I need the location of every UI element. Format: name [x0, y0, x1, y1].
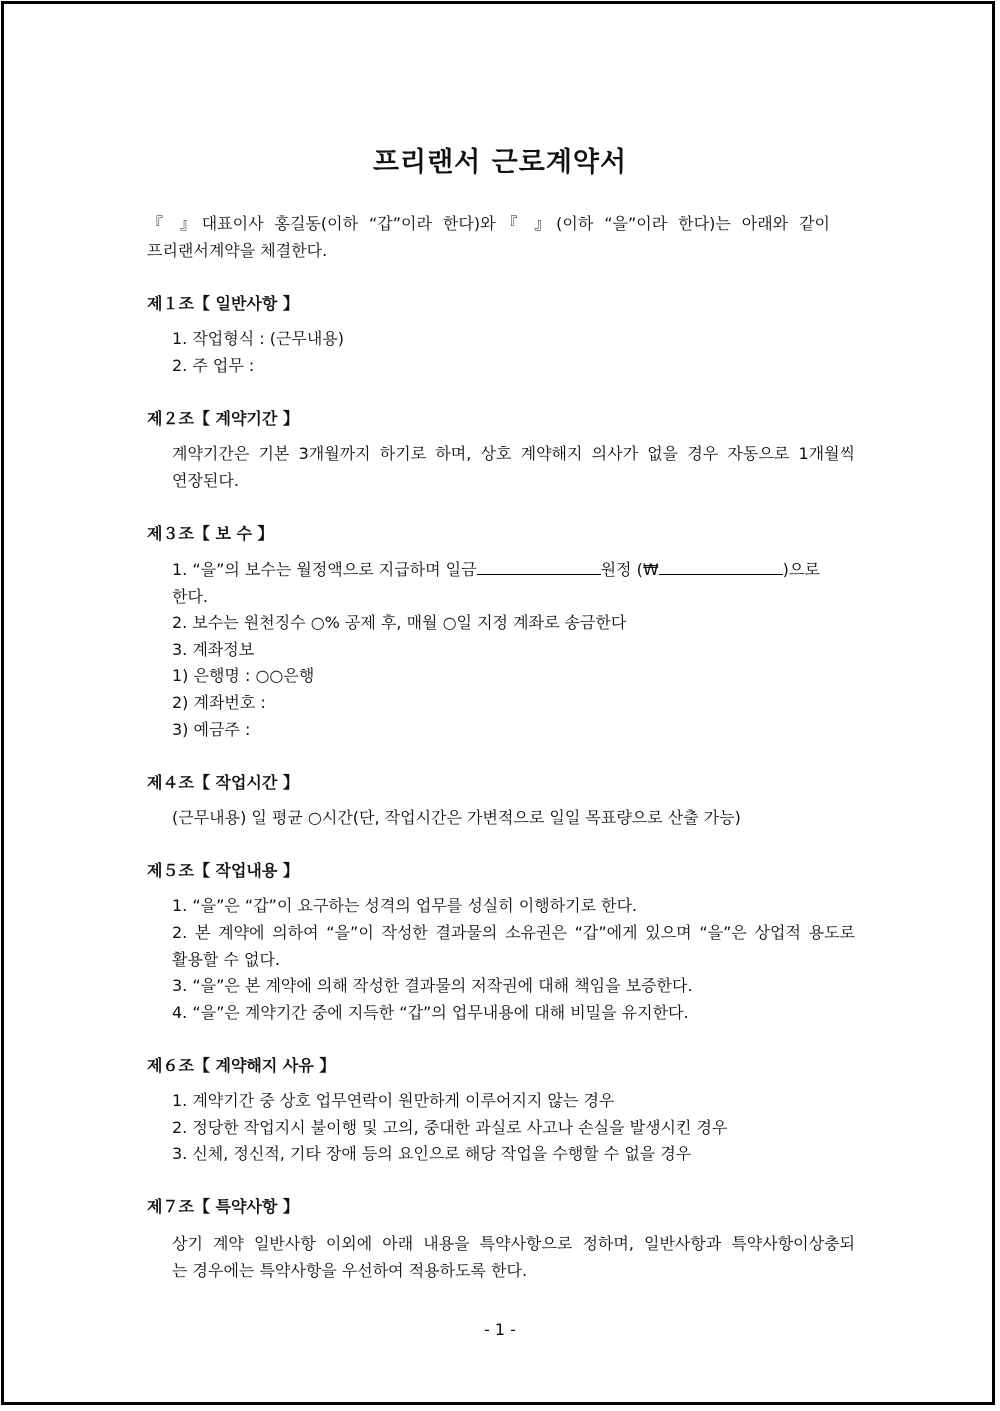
intro-line-2: 프리랜서계약을 체결한다.	[147, 241, 328, 260]
article-5-item-3: 3. “을”은 본 계약에 의해 작성한 결과물의 저작권에 대해 책임을 보증한다.	[172, 976, 693, 995]
article-3-item-2: 2. 보수는 원천징수 ○% 공제 후, 매월 ○일 지정 계좌로 송금한다	[172, 613, 627, 632]
article-3-item-1-cont: 한다.	[172, 587, 208, 606]
article-5-item-4: 4. “을”은 계약기간 중에 지득한 “갑”의 업무내용에 대해 비밀을 유지한다.	[172, 1003, 689, 1022]
article-2-line-2: 연장된다.	[172, 471, 239, 490]
article-3-heading: 제３조【 보 수 】	[147, 524, 274, 543]
page-border	[1, 1, 995, 1405]
article-7-line-1: 상기 계약 일반사항 이외에 아래 내용을 특약사항으로 정하며, 일반사항과 특약사항이상충되	[172, 1234, 855, 1253]
article-3-sub-2: 2) 계좌번호 :	[172, 693, 266, 712]
article-4-line-1: (근무내용) 일 평균 ○시간(단, 작업시간은 가변적으로 일일 목표량으로 산출 가능)	[172, 808, 741, 827]
article-1-heading: 제１조【 일반사항 】	[147, 294, 299, 313]
article-5-item-2-cont: 활용할 수 없다.	[172, 950, 280, 969]
article-3-item-1-text: 1. “을”의 보수는 월정액으로 지급하며 일금	[172, 560, 477, 579]
amount-blank-won	[659, 560, 783, 575]
article-7-line-2: 는 경우에는 특약사항을 우선하여 적용하도록 한다.	[172, 1261, 528, 1280]
amount-blank-korean	[477, 560, 601, 575]
article-2-heading: 제２조【 계약기간 】	[147, 409, 299, 428]
article-7-heading: 제７조【 특약사항 】	[147, 1197, 299, 1216]
document-title: 프리랜서 근로계약서	[372, 147, 628, 178]
article-2-line-1: 계약기간은 기본 3개월까지 하기로 하며, 상호 계약해지 의사가 없을 경우 자동으로 1개월씩	[172, 444, 855, 463]
article-3-sub-1: 1) 은행명 : ○○은행	[172, 666, 315, 685]
page-number: - 1 -	[484, 1320, 516, 1339]
article-5-item-1: 1. “을”은 “갑”이 요구하는 성격의 업무를 성실히 이행하기로 한다.	[172, 896, 638, 915]
intro-line-1: 『 』대표이사 홍길동(이하 “갑”이라 한다)와『 』(이하 “을”이라 한다)는 아래와 같이	[147, 214, 830, 233]
article-6-item-1: 1. 계약기간 중 상호 업무연락이 원만하게 이루어지지 않는 경우	[172, 1091, 615, 1110]
article-3-item-3: 3. 계좌정보	[172, 640, 255, 659]
article-3-sub-3: 3) 예금주 :	[172, 720, 251, 739]
article-3-item-1-end: )으로	[782, 560, 820, 579]
article-1-item-2: 2. 주 업무 :	[172, 356, 255, 375]
article-4-heading: 제４조【 작업시간 】	[147, 773, 299, 792]
article-6-item-3: 3. 신체, 정신적, 기타 장애 등의 요인으로 해당 작업을 수행할 수 없을 경우	[172, 1144, 692, 1163]
article-6-item-2: 2. 정당한 작업지시 불이행 및 고의, 중대한 과실로 사고나 손실을 발생시킨 경우	[172, 1118, 728, 1137]
article-6-heading: 제６조【 계약해지 사유 】	[147, 1056, 336, 1075]
article-5-item-2: 2. 본 계약에 의하여 “을”이 작성한 결과물의 소유권은 “갑”에게 있으며 “을”은 상업적 용도로	[172, 923, 855, 942]
article-5-heading: 제５조【 작업내용 】	[147, 861, 299, 880]
article-3-item-1	[172, 560, 855, 580]
article-3-item-1-mid: 원정 (₩	[600, 560, 659, 579]
article-1-item-1: 1. 작업형식 : (근무내용)	[172, 329, 345, 348]
